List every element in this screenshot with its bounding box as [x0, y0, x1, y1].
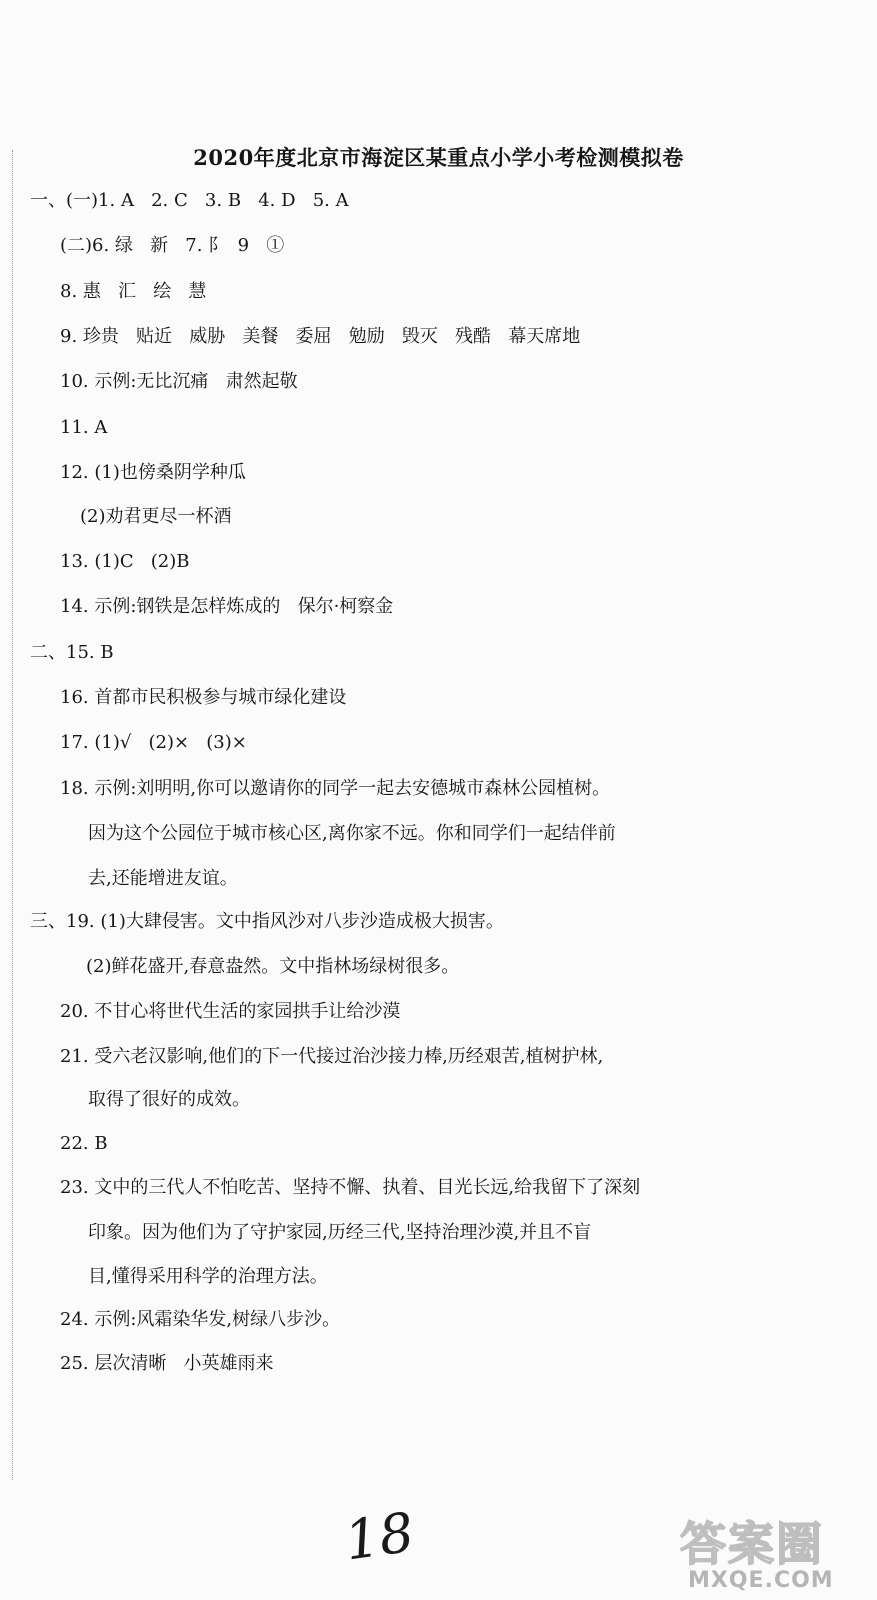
page-title: 2020年度北京市海淀区某重点小学小考检测模拟卷 — [193, 145, 684, 170]
answer-line-26: 24. 示例:风霜染华发,树绿八步沙。 — [60, 1309, 341, 1330]
answer-line-14: 18. 示例:刘明明,你可以邀请你的同学一起去安德城市森林公园植树。 — [60, 778, 611, 799]
answer-line-27: 25. 层次清晰 小英雄雨来 — [60, 1353, 274, 1374]
watermark-logo-text: 答案圈 — [680, 1517, 824, 1571]
answer-line-7: 12. (1)也傍桑阴学种瓜 — [60, 462, 246, 483]
answer-line-1: 一、(一)1. A 2. C 3. B 4. D 5. A — [30, 190, 349, 211]
answer-line-11: 二、15. B — [30, 642, 114, 663]
answer-line-13: 17. (1)√ (2)× (3)× — [60, 732, 247, 753]
answer-line-5: 10. 示例:无比沉痛 肃然起敬 — [60, 371, 298, 392]
answer-line-10: 14. 示例:钢铁是怎样炼成的 保尔·柯察金 — [60, 596, 394, 617]
answer-line-3: 8. 惠 汇 绘 慧 — [60, 281, 207, 302]
answer-line-15: 因为这个公园位于城市核心区,离你家不远。你和同学们一起结伴前 — [88, 823, 616, 844]
answer-line-6: 11. A — [60, 417, 108, 438]
answer-line-9: 13. (1)C (2)B — [60, 551, 190, 572]
answer-line-16: 去,还能增进友谊。 — [88, 868, 238, 889]
answer-line-21: 取得了很好的成效。 — [88, 1089, 250, 1110]
answer-line-24: 印象。因为他们为了守护家园,历经三代,坚持治理沙漠,并且不盲 — [88, 1222, 592, 1243]
answer-line-18: (2)鲜花盛开,春意盎然。文中指林场绿树很多。 — [86, 956, 460, 977]
watermark-url: MXQE.COM — [688, 1568, 834, 1593]
answer-line-23: 23. 文中的三代人不怕吃苦、坚持不懈、执着、目光长远,给我留下了深刻 — [60, 1177, 641, 1198]
answer-line-2: (二)6. 绿 新 7. 阝 9 ① — [60, 235, 285, 256]
answer-line-8: (2)劝君更尽一杯酒 — [80, 506, 232, 527]
binding-margin-line — [12, 150, 13, 1480]
answer-line-19: 20. 不甘心将世代生活的家园拱手让给沙漠 — [60, 1001, 401, 1022]
answer-line-25: 目,懂得采用科学的治理方法。 — [88, 1266, 328, 1287]
answer-line-20: 21. 受六老汉影响,他们的下一代接过治沙接力棒,历经艰苦,植树护林, — [60, 1046, 604, 1067]
handwritten-page-number: 18 — [340, 1500, 418, 1573]
answer-line-17: 三、19. (1)大肆侵害。文中指风沙对八步沙造成极大损害。 — [30, 911, 504, 932]
answer-line-22: 22. B — [60, 1133, 108, 1154]
answer-line-4: 9. 珍贵 贴近 威胁 美餐 委屈 勉励 毁灭 残酷 幕天席地 — [60, 326, 581, 347]
site-watermark — [680, 1508, 870, 1598]
answer-line-12: 16. 首都市民积极参与城市绿化建设 — [60, 687, 347, 708]
